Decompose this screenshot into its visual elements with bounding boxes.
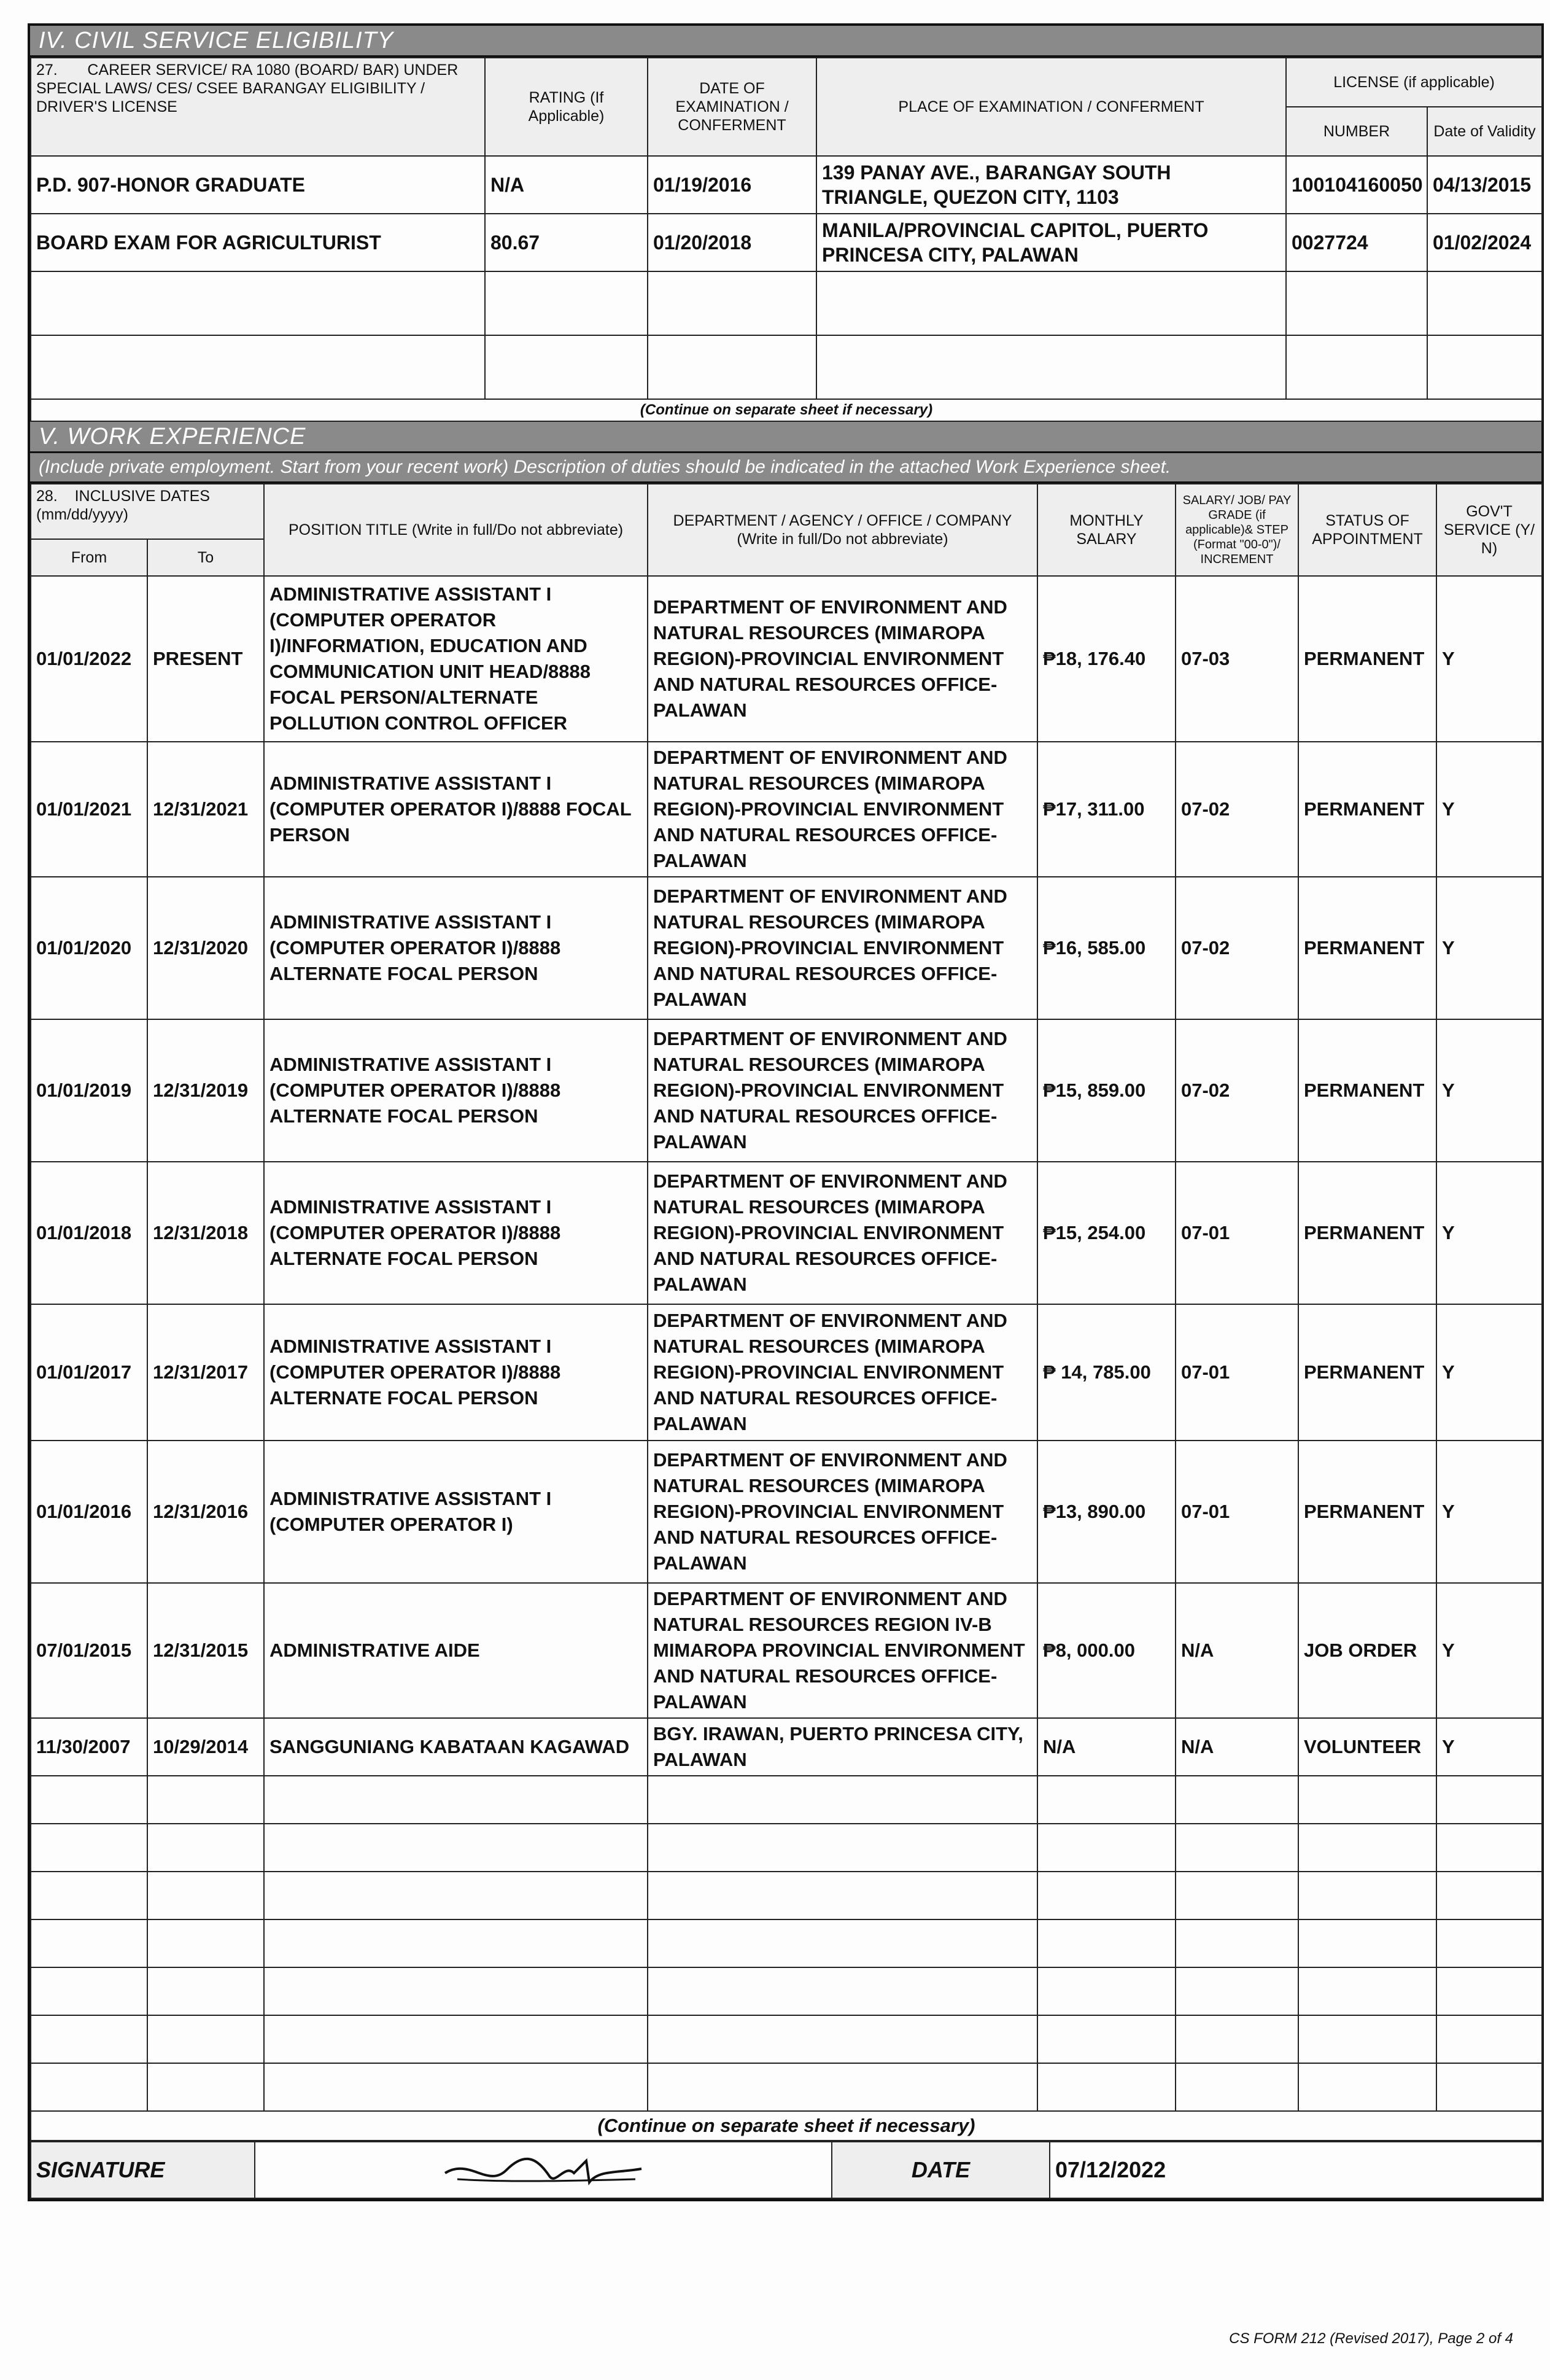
work-from xyxy=(31,1776,147,1824)
work-position: ADMINISTRATIVE ASSISTANT I (COMPUTER OPERATOR I)/INFORMATION, EDUCATION AND COMMUNICATION UNIT HEAD/8888 FOCAL PERSON/ALTERNATE POLLUTION CONTROL OFFICER xyxy=(264,576,648,742)
eligibility-place: 139 PANAY AVE., BARANGAY SOUTH TRIANGLE, QUEZON CITY, 1103 xyxy=(816,156,1286,214)
civil-service-table xyxy=(30,57,1543,422)
eligibility-rating: 80.67 xyxy=(485,214,648,271)
work-department: DEPARTMENT OF ENVIRONMENT AND NATURAL RESOURCES (MIMAROPA REGION)-PROVINCIAL ENVIRONMENT AND NATURAL RESOURCES OFFICE-PALAWAN xyxy=(648,1019,1037,1162)
work-position xyxy=(264,1967,648,2015)
signature-label: SIGNATURE xyxy=(31,2142,255,2198)
work-salary xyxy=(1037,1967,1176,2015)
work-grade: 07-02 xyxy=(1176,1019,1298,1162)
work-experience-section-title: V. WORK EXPERIENCE xyxy=(30,422,1541,453)
work-position xyxy=(264,1776,648,1824)
work-grade xyxy=(1176,1824,1298,1872)
work-status: JOB ORDER xyxy=(1298,1583,1436,1718)
eligibility-date: 01/19/2016 xyxy=(648,156,816,214)
work-status xyxy=(1298,1824,1436,1872)
eligibility-date xyxy=(648,335,816,399)
signature-field xyxy=(255,2142,832,2198)
handwritten-signature xyxy=(433,2145,654,2195)
work-grade: 07-01 xyxy=(1176,1162,1298,1304)
work-status: PERMANENT xyxy=(1298,877,1436,1019)
work-status: PERMANENT xyxy=(1298,742,1436,877)
work-govt xyxy=(1436,2015,1542,2063)
work-position: ADMINISTRATIVE ASSISTANT I (COMPUTER OPERATOR I) xyxy=(264,1441,648,1583)
eligibility-place xyxy=(816,271,1286,335)
work-status: PERMANENT xyxy=(1298,1441,1436,1583)
eligibility-rating xyxy=(485,271,648,335)
work-experience-row xyxy=(31,1162,1542,1304)
work-department: DEPARTMENT OF ENVIRONMENT AND NATURAL RESOURCES (MIMAROPA REGION)-PROVINCIAL ENVIRONMENT AND NATURAL RESOURCES OFFICE-PALAWAN xyxy=(648,742,1037,877)
work-position: ADMINISTRATIVE ASSISTANT I (COMPUTER OPERATOR I)/8888 ALTERNATE FOCAL PERSON xyxy=(264,1019,648,1162)
work-department: DEPARTMENT OF ENVIRONMENT AND NATURAL RESOURCES (MIMAROPA REGION)-PROVINCIAL ENVIRONMENT AND NATURAL RESOURCES OFFICE-PALAWAN xyxy=(648,1162,1037,1304)
work-department xyxy=(648,2015,1037,2063)
license-header: LICENSE (if applicable) xyxy=(1286,58,1542,107)
work-salary: ₱13, 890.00 xyxy=(1037,1441,1176,1583)
work-to: 12/31/2020 xyxy=(147,877,264,1019)
work-to xyxy=(147,1872,264,1919)
work-govt: Y xyxy=(1436,1019,1542,1162)
eligibility-number xyxy=(1286,335,1427,399)
work-experience-row xyxy=(31,877,1542,1019)
eligibility-career xyxy=(31,271,485,335)
position-header: POSITION TITLE (Write in full/Do not abbreviate) xyxy=(264,484,648,576)
work-to: 12/31/2018 xyxy=(147,1162,264,1304)
work-from xyxy=(31,1919,147,1967)
work-status xyxy=(1298,1967,1436,2015)
work-salary xyxy=(1037,1776,1176,1824)
work-position xyxy=(264,2015,648,2063)
work-govt: Y xyxy=(1436,1583,1542,1718)
work-experience-row xyxy=(31,1776,1542,1824)
eligibility-row xyxy=(31,214,1542,271)
work-to xyxy=(147,1967,264,2015)
eligibility-rating xyxy=(485,335,648,399)
work-grade xyxy=(1176,2063,1298,2111)
eligibility-rating: N/A xyxy=(485,156,648,214)
work-department xyxy=(648,1872,1037,1919)
work-experience-row xyxy=(31,1824,1542,1872)
work-from: 01/01/2020 xyxy=(31,877,147,1019)
work-position: ADMINISTRATIVE ASSISTANT I (COMPUTER OPERATOR I)/8888 ALTERNATE FOCAL PERSON xyxy=(264,1162,648,1304)
work-govt: Y xyxy=(1436,877,1542,1019)
work-grade: 07-02 xyxy=(1176,742,1298,877)
work-status xyxy=(1298,1872,1436,1919)
work-grade xyxy=(1176,2015,1298,2063)
eligibility-place xyxy=(816,335,1286,399)
work-from: 01/01/2017 xyxy=(31,1304,147,1441)
work-govt: Y xyxy=(1436,1441,1542,1583)
work-to: 12/31/2017 xyxy=(147,1304,264,1441)
career-service-header: 27. CAREER SERVICE/ RA 1080 (BOARD/ BAR) UNDER SPECIAL LAWS/ CES/ CSEE BARANGAY ELIGIBILITY / DRIVER'S LICENSE xyxy=(31,58,485,156)
work-salary xyxy=(1037,1872,1176,1919)
work-experience-row xyxy=(31,1019,1542,1162)
pds-form xyxy=(28,23,1544,2201)
eligibility-number: 100104160050 xyxy=(1286,156,1427,214)
eligibility-validity: 04/13/2015 xyxy=(1427,156,1542,214)
appointment-status-header: STATUS OF APPOINTMENT xyxy=(1298,484,1436,576)
work-experience-row xyxy=(31,1919,1542,1967)
work-from xyxy=(31,2063,147,2111)
work-department xyxy=(648,1967,1037,2015)
license-validity-header: Date of Validity xyxy=(1427,107,1542,156)
work-experience-row xyxy=(31,1583,1542,1718)
civil-service-section-title: IV. CIVIL SERVICE ELIGIBILITY xyxy=(30,26,1541,57)
rating-header: RATING (If Applicable) xyxy=(485,58,648,156)
work-govt: Y xyxy=(1436,1718,1542,1776)
work-salary: ₱16, 585.00 xyxy=(1037,877,1176,1019)
work-govt: Y xyxy=(1436,1304,1542,1441)
work-department xyxy=(648,2063,1037,2111)
work-department: DEPARTMENT OF ENVIRONMENT AND NATURAL RESOURCES (MIMAROPA REGION)-PROVINCIAL ENVIRONMENT AND NATURAL RESOURCES OFFICE-PALAWAN xyxy=(648,576,1037,742)
work-from xyxy=(31,1824,147,1872)
work-experience-row xyxy=(31,576,1542,742)
work-department xyxy=(648,1776,1037,1824)
work-experience-continue-note: (Continue on separate sheet if necessary) xyxy=(31,2111,1542,2141)
monthly-salary-header: MONTHLY SALARY xyxy=(1037,484,1176,576)
work-experience-row xyxy=(31,1718,1542,1776)
work-salary xyxy=(1037,2063,1176,2111)
work-grade: 07-01 xyxy=(1176,1441,1298,1583)
work-status: PERMANENT xyxy=(1298,576,1436,742)
work-salary: ₱8, 000.00 xyxy=(1037,1583,1176,1718)
work-from: 07/01/2015 xyxy=(31,1583,147,1718)
work-salary: ₱15, 254.00 xyxy=(1037,1162,1176,1304)
work-salary xyxy=(1037,2015,1176,2063)
work-grade: 07-02 xyxy=(1176,877,1298,1019)
work-to: PRESENT xyxy=(147,576,264,742)
work-department xyxy=(648,1919,1037,1967)
work-salary: N/A xyxy=(1037,1718,1176,1776)
eligibility-date: 01/20/2018 xyxy=(648,214,816,271)
work-position xyxy=(264,2063,648,2111)
work-to: 12/31/2016 xyxy=(147,1441,264,1583)
work-from xyxy=(31,1872,147,1919)
civil-service-continue-note: (Continue on separate sheet if necessary) xyxy=(31,399,1542,421)
govt-service-header: GOV'T SERVICE (Y/ N) xyxy=(1436,484,1542,576)
work-department: DEPARTMENT OF ENVIRONMENT AND NATURAL RESOURCES (MIMAROPA REGION)-PROVINCIAL ENVIRONMENT AND NATURAL RESOURCES OFFICE-PALAWAN xyxy=(648,877,1037,1019)
work-position: ADMINISTRATIVE AIDE xyxy=(264,1583,648,1718)
work-govt xyxy=(1436,1776,1542,1824)
work-salary: ₱15, 859.00 xyxy=(1037,1019,1176,1162)
eligibility-row xyxy=(31,335,1542,399)
work-experience-row xyxy=(31,2015,1542,2063)
work-from xyxy=(31,2015,147,2063)
work-salary xyxy=(1037,1919,1176,1967)
work-salary: ₱ 14, 785.00 xyxy=(1037,1304,1176,1441)
work-department xyxy=(648,1824,1037,1872)
work-experience-row xyxy=(31,1304,1542,1441)
work-from: 11/30/2007 xyxy=(31,1718,147,1776)
work-department: DEPARTMENT OF ENVIRONMENT AND NATURAL RESOURCES (MIMAROPA REGION)-PROVINCIAL ENVIRONMENT AND NATURAL RESOURCES OFFICE-PALAWAN xyxy=(648,1304,1037,1441)
work-position: SANGGUNIANG KABATAAN KAGAWAD xyxy=(264,1718,648,1776)
work-position: ADMINISTRATIVE ASSISTANT I (COMPUTER OPERATOR I)/8888 ALTERNATE FOCAL PERSON xyxy=(264,1304,648,1441)
to-header: To xyxy=(147,539,264,576)
work-govt xyxy=(1436,1967,1542,2015)
work-experience-table xyxy=(30,483,1543,2141)
work-grade: 07-01 xyxy=(1176,1304,1298,1441)
work-experience-row xyxy=(31,1441,1542,1583)
inclusive-dates-header: 28. INCLUSIVE DATES (mm/dd/yyyy) xyxy=(31,484,264,539)
work-to: 12/31/2021 xyxy=(147,742,264,877)
work-govt: Y xyxy=(1436,1162,1542,1304)
work-salary xyxy=(1037,1824,1176,1872)
eligibility-career: BOARD EXAM FOR AGRICULTURIST xyxy=(31,214,485,271)
eligibility-validity: 01/02/2024 xyxy=(1427,214,1542,271)
work-department: DEPARTMENT OF ENVIRONMENT AND NATURAL RESOURCES (MIMAROPA REGION)-PROVINCIAL ENVIRONMENT AND NATURAL RESOURCES OFFICE-PALAWAN xyxy=(648,1441,1037,1583)
work-govt xyxy=(1436,1872,1542,1919)
license-number-header: NUMBER xyxy=(1286,107,1427,156)
signature-date: 07/12/2022 xyxy=(1050,2142,1542,2198)
work-govt xyxy=(1436,1919,1542,1967)
eligibility-row xyxy=(31,271,1542,335)
work-govt: Y xyxy=(1436,742,1542,877)
work-department: BGY. IRAWAN, PUERTO PRINCESA CITY, PALAWAN xyxy=(648,1718,1037,1776)
work-grade xyxy=(1176,1919,1298,1967)
work-to xyxy=(147,1824,264,1872)
work-experience-subtitle: (Include private employment. Start from your recent work) Description of duties should be indicated in the attached Work Experience sheet. xyxy=(30,453,1541,483)
work-status xyxy=(1298,2063,1436,2111)
work-position: ADMINISTRATIVE ASSISTANT I (COMPUTER OPERATOR I)/8888 ALTERNATE FOCAL PERSON xyxy=(264,877,648,1019)
work-status xyxy=(1298,2015,1436,2063)
work-position xyxy=(264,1872,648,1919)
work-experience-row xyxy=(31,742,1542,877)
work-from: 01/01/2016 xyxy=(31,1441,147,1583)
eligibility-career xyxy=(31,335,485,399)
work-from xyxy=(31,1967,147,2015)
work-department: DEPARTMENT OF ENVIRONMENT AND NATURAL RESOURCES REGION IV-B MIMAROPA PROVINCIAL ENVIRONMENT AND NATURAL RESOURCES OFFICE-PALAWAN xyxy=(648,1583,1037,1718)
eligibility-place: MANILA/PROVINCIAL CAPITOL, PUERTO PRINCESA CITY, PALAWAN xyxy=(816,214,1286,271)
work-grade: 07-03 xyxy=(1176,576,1298,742)
work-status: PERMANENT xyxy=(1298,1019,1436,1162)
work-from: 01/01/2018 xyxy=(31,1162,147,1304)
work-to: 12/31/2015 xyxy=(147,1583,264,1718)
work-from: 01/01/2021 xyxy=(31,742,147,877)
work-grade: N/A xyxy=(1176,1583,1298,1718)
work-govt xyxy=(1436,2063,1542,2111)
work-status: PERMANENT xyxy=(1298,1304,1436,1441)
work-govt xyxy=(1436,1824,1542,1872)
work-from: 01/01/2022 xyxy=(31,576,147,742)
work-status xyxy=(1298,1776,1436,1824)
salary-grade-header: SALARY/ JOB/ PAY GRADE (if applicable)& STEP (Format "00-0")/ INCREMENT xyxy=(1176,484,1298,576)
work-status: VOLUNTEER xyxy=(1298,1718,1436,1776)
work-status: PERMANENT xyxy=(1298,1162,1436,1304)
date-label: DATE xyxy=(832,2142,1050,2198)
work-to xyxy=(147,1776,264,1824)
eligibility-number xyxy=(1286,271,1427,335)
exam-place-header: PLACE OF EXAMINATION / CONFERMENT xyxy=(816,58,1286,156)
department-header: DEPARTMENT / AGENCY / OFFICE / COMPANY (Write in full/Do not abbreviate) xyxy=(648,484,1037,576)
eligibility-row xyxy=(31,156,1542,214)
work-experience-row xyxy=(31,1967,1542,2015)
work-govt: Y xyxy=(1436,576,1542,742)
work-from: 01/01/2019 xyxy=(31,1019,147,1162)
work-to: 10/29/2014 xyxy=(147,1718,264,1776)
eligibility-career: P.D. 907-HONOR GRADUATE xyxy=(31,156,485,214)
work-grade xyxy=(1176,1872,1298,1919)
form-footer: CS FORM 212 (Revised 2017), Page 2 of 4 xyxy=(1229,2330,1513,2347)
eligibility-date xyxy=(648,271,816,335)
work-salary: ₱18, 176.40 xyxy=(1037,576,1176,742)
work-to xyxy=(147,2063,264,2111)
work-to xyxy=(147,2015,264,2063)
work-grade xyxy=(1176,1967,1298,2015)
work-experience-row xyxy=(31,2063,1542,2111)
work-to xyxy=(147,1919,264,1967)
work-salary: ₱17, 311.00 xyxy=(1037,742,1176,877)
signature-row xyxy=(30,2141,1543,2199)
eligibility-number: 0027724 xyxy=(1286,214,1427,271)
from-header: From xyxy=(31,539,147,576)
work-position: ADMINISTRATIVE ASSISTANT I (COMPUTER OPERATOR I)/8888 FOCAL PERSON xyxy=(264,742,648,877)
eligibility-validity xyxy=(1427,335,1542,399)
work-to: 12/31/2019 xyxy=(147,1019,264,1162)
work-grade: N/A xyxy=(1176,1718,1298,1776)
eligibility-validity xyxy=(1427,271,1542,335)
work-position xyxy=(264,1919,648,1967)
work-experience-row xyxy=(31,1872,1542,1919)
work-grade xyxy=(1176,1776,1298,1824)
work-position xyxy=(264,1824,648,1872)
work-status xyxy=(1298,1919,1436,1967)
exam-date-header: DATE OF EXAMINATION / CONFERMENT xyxy=(648,58,816,156)
